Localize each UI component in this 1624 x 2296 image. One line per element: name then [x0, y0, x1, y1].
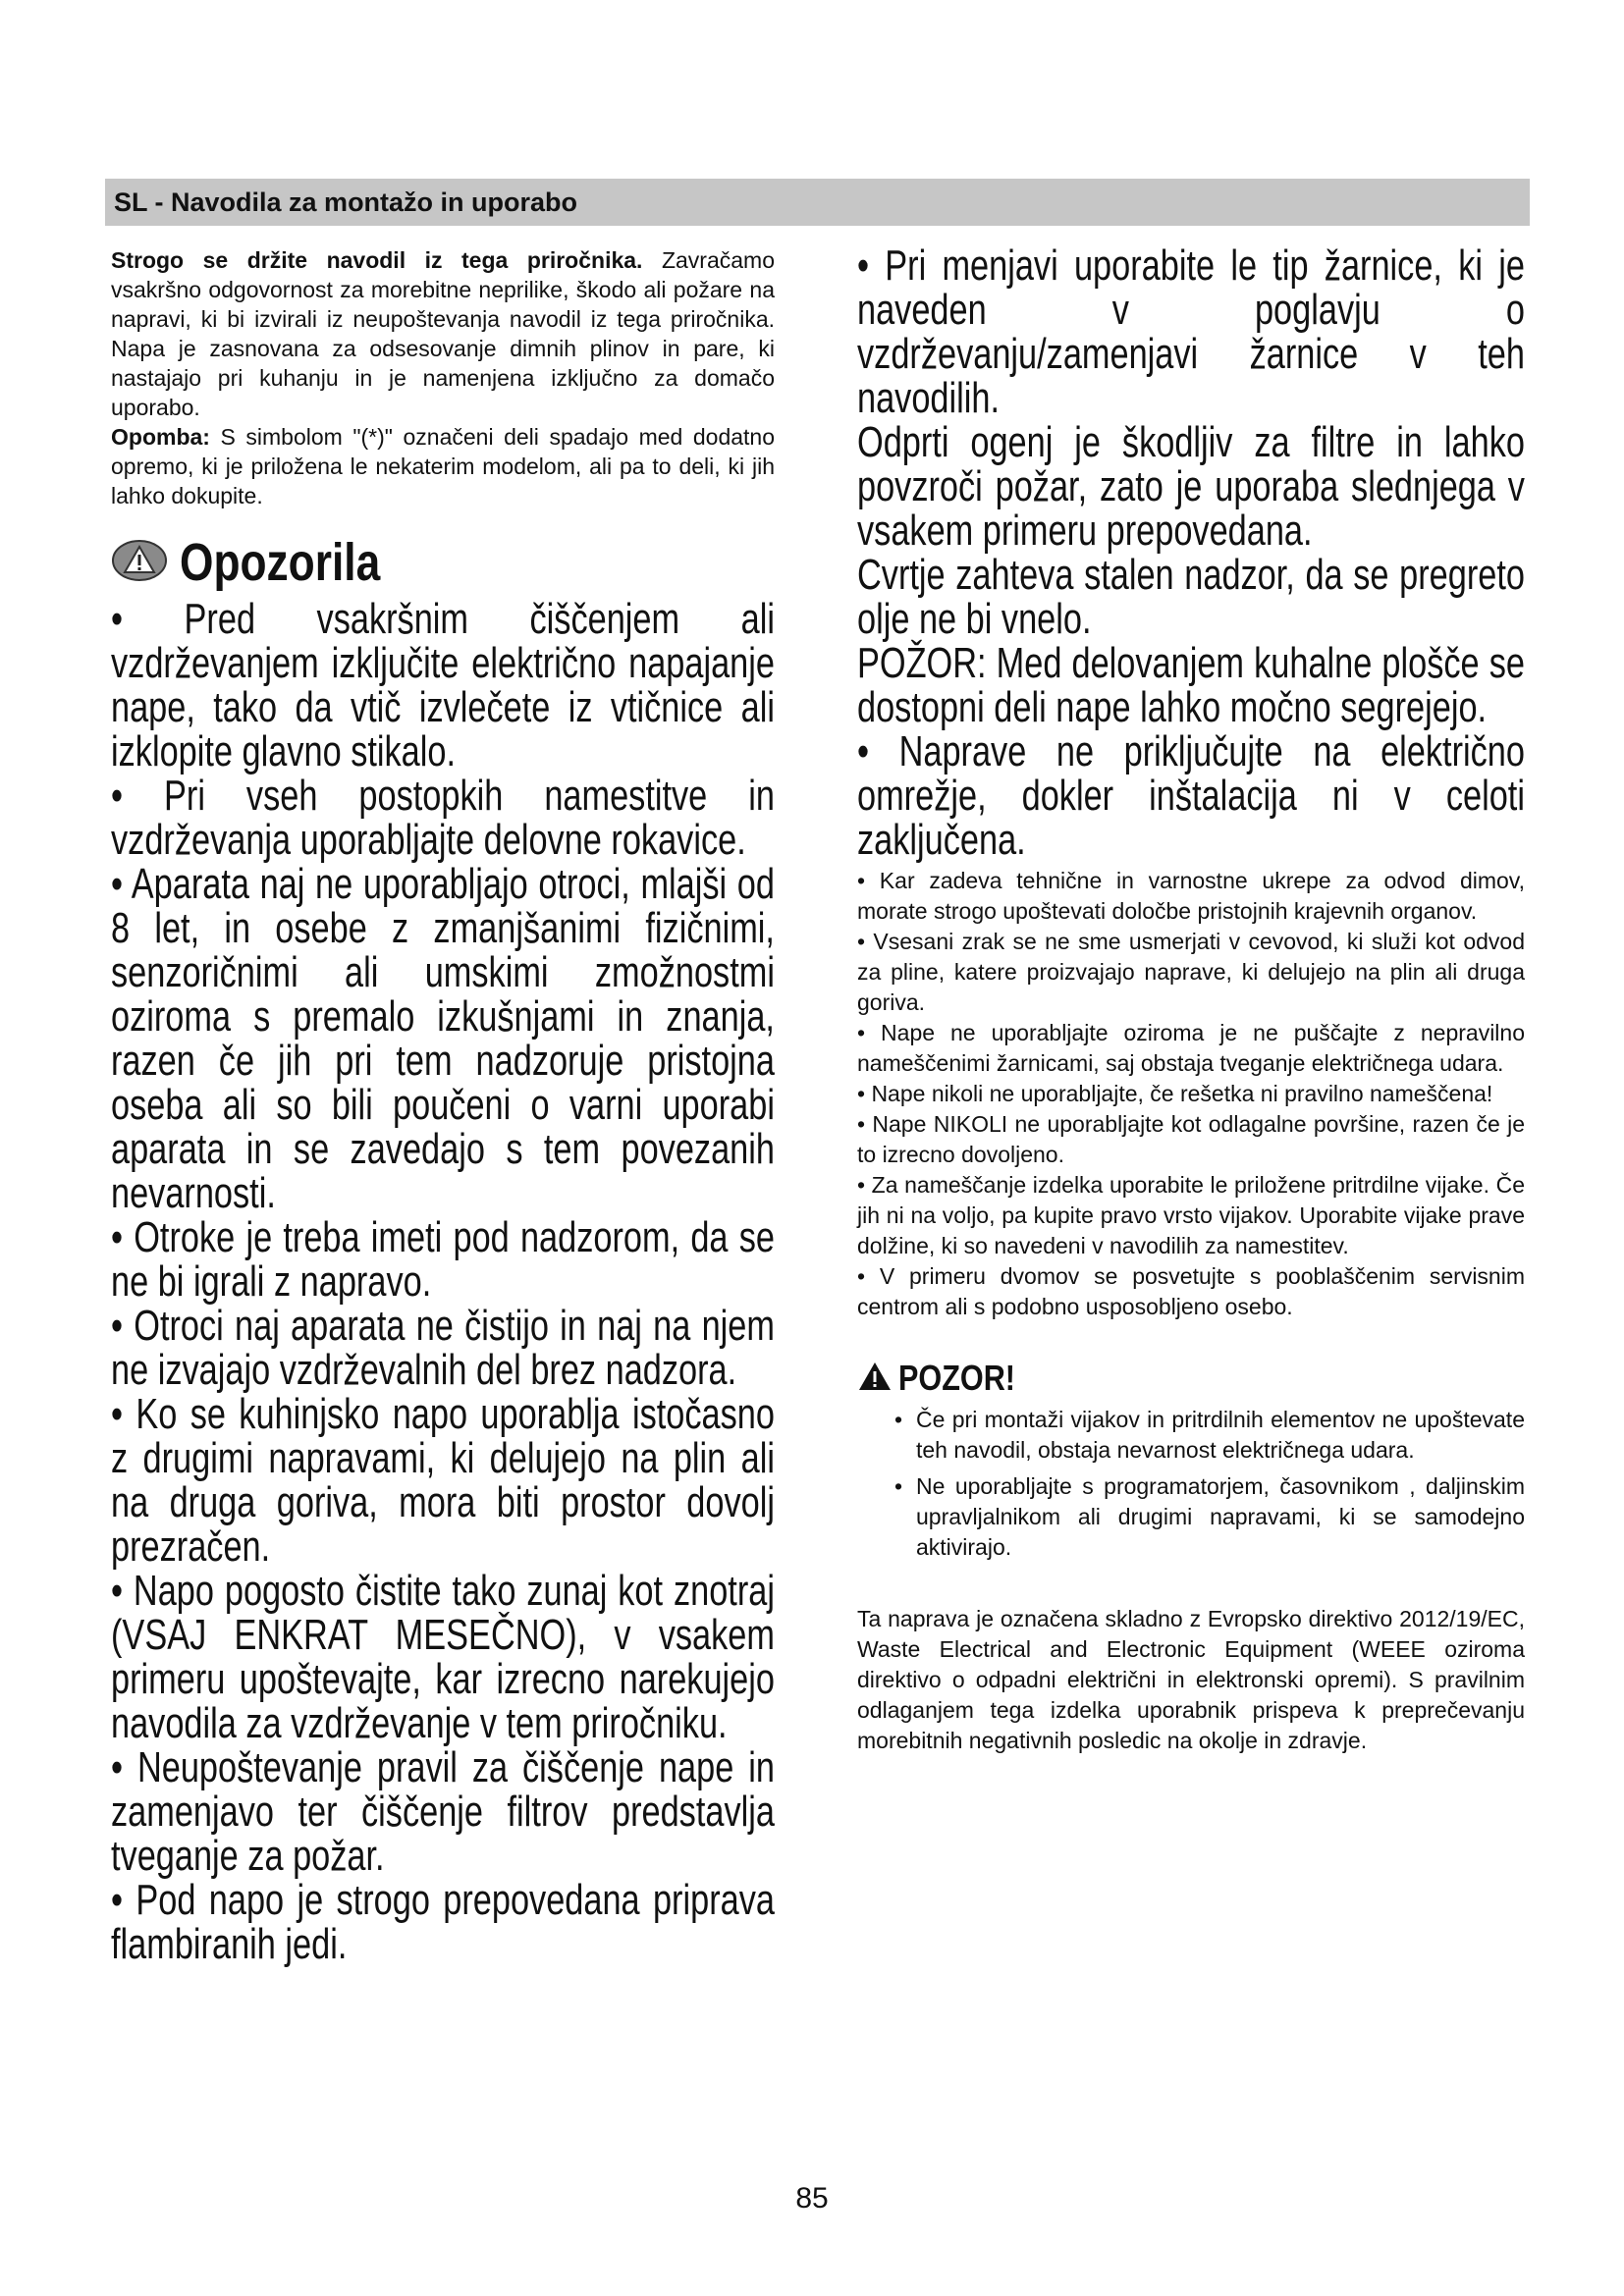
right-large-item: POŽOR: Med delovanjem kuhalne plošče se dostopni deli nape lahko močno segrejejo. — [857, 639, 1525, 731]
page-number: 85 — [795, 2182, 829, 2215]
right-small-item: • V primeru dvomov se posvetujte s pooblaščenim servisnim centrom ali s podobno usposobljeno osebo. — [857, 1263, 1525, 1319]
section-header-bar — [105, 179, 1530, 226]
right-small-item: • Nape ne uporabljajte oziroma je ne puščajte z nepravilno nameščenimi žarnicami, saj obstaja tveganje električnega udara. — [857, 1020, 1525, 1076]
caution-list — [857, 1405, 1525, 1563]
warning-item: • Neupoštevanje pravil za čiščenje nape in zamenjavo ter čiščenje filtrov predstavlja tveganje za požar. — [111, 1743, 775, 1880]
warnings-title: Opozorila — [180, 533, 381, 592]
weee-paragraph: Ta naprava je označena skladno z Evropsko direktivo 2012/19/EC, Waste Electrical and Electronic Equipment (WEEE oziroma direktivo o odpadni električni in elektronski opremi). S pravilnim odlaganjem tega izdelka uporabnik prispeva k preprečevanju morebitnih negativnih posledic na okolje in zdravje. — [857, 1606, 1525, 1753]
note-label: Opomba: — [111, 424, 210, 450]
caution-title: POZOR! — [898, 1358, 1015, 1398]
warning-item: • Napo pogosto čistite tako zunaj kot znotraj (VSAJ ENKRAT MESEČNO), v vsakem primeru upoštevajte, kar izrecno narekujejo navodila za vzdrževanje v tem priročniku. — [111, 1567, 775, 1747]
right-small-item: • Za nameščanje izdelka uporabite le priložene pritrdilne vijake. Če jih ni na voljo, pa kupite pravo vrsto vijakov. Uporabite vijake prave dolžine, ki so navedeni v navodilih za namestitev. — [857, 1172, 1525, 1258]
caution-heading — [857, 1358, 1525, 1399]
right-large-item: • Pri menjavi uporabite le tip žarnice, ki je naveden v poglavju o vzdrževanju/zamenjavi žarnice v teh navodilih. — [857, 241, 1525, 422]
note-text: S simbolom "(*)" označeni deli spadajo med dodatno opremo, ki je priložena le nekaterim modelom, ali pa to deli, ki jih lahko dokupite. — [111, 424, 775, 508]
right-small-item: • Nape NIKOLI ne uporabljajte kot odlagalne površine, razen če je to izrecno dovoljeno. — [857, 1111, 1525, 1167]
right-small-item: • Vsesani zrak se ne sme usmerjati v cevovod, ki služi kot odvod za pline, katere proizvajajo naprave, ki delujejo na plin ali druga goriva. — [857, 929, 1525, 1015]
right-small-list — [857, 866, 1525, 1322]
warning-item: • Pri vseh postopkih namestitve in vzdrževanja uporabljajte delovne rokavice. — [111, 772, 775, 864]
warning-item: • Otroci naj aparata ne čistijo in naj na njem ne izvajajo vzdrževalnih del brez nadzora. — [111, 1302, 775, 1394]
warning-triangle-icon — [857, 1361, 893, 1397]
warning-item: • Otroke je treba imeti pod nadzorom, da se ne bi igrali z napravo. — [111, 1213, 775, 1306]
warnings-list — [111, 597, 775, 1966]
right-large-item: Cvrtje zahteva stalen nadzor, da se pregreto olje ne bi vnelo. — [857, 551, 1525, 643]
warning-item: • Pred vsakršnim čiščenjem ali vzdrževanjem izključite električno napajanje nape, tako da vtič izvlečete iz vtičnice ali izklopite glavno stikalo. — [111, 595, 775, 775]
warning-circle-icon — [111, 539, 168, 587]
right-large-item: Odprti ogenj je škodljiv za filtre in lahko povzroči požar, zato je uporaba slednjega v vsakem primeru prepovedana. — [857, 418, 1525, 555]
right-small-item: • Nape nikoli ne uporabljajte, če rešetka ni pravilno nameščena! — [857, 1081, 1493, 1106]
left-column — [111, 245, 775, 1966]
caution-item — [894, 1471, 1525, 1563]
warning-item: • Ko se kuhinjsko napo uporablja istočasno z drugimi napravami, ki delujejo na plin ali na druga goriva, mora biti prostor dovolj prezračen. — [111, 1390, 775, 1571]
bullet-icon: • — [894, 1473, 903, 1499]
warning-item: • Pod napo je strogo prepovedana priprava flambiranih jedi. — [111, 1876, 775, 1968]
caution-item — [894, 1405, 1525, 1466]
intro-text: Zavračamo vsakršno odgovornost za morebitne neprilike, škodo ali požare na napravi, ki bi izvirali iz neupoštevanja navodil iz tega priročnika. Napa je zasnovana za odsesovanje dimnih plinov in pare, ki nastajajo pri kuhanju in je namenjena izključno za domačo uporabo. — [111, 247, 775, 420]
intro-paragraph — [111, 245, 775, 422]
section-title: SL - Navodila za montažo in uporabo — [114, 187, 578, 217]
caution-item-text: Če pri montaži vijakov in pritrdilnih elementov ne upoštevate teh navodil, obstaja nevarnost električnega udara. — [916, 1407, 1525, 1463]
right-column — [857, 243, 1525, 1756]
right-large-item: • Naprave ne priključujte na električno omrežje, dokler inštalacija ni v celoti zaključena. — [857, 727, 1525, 864]
note-paragraph — [111, 422, 775, 510]
warning-item: • Aparata naj ne uporabljajo otroci, mlajši od 8 let, in osebe z zmanjšanimi fizičnimi, senzoričnimi ali umskimi zmožnostmi oziroma s premalo izkušnjami in znanja, razen če jih pri tem nadzoruje pristojna oseba ali so bili poučeni o varni uporabi aparata in se zavedajo s tem povezanih nevarnosti. — [111, 860, 775, 1217]
caution-item-text: Ne uporabljajte s programatorjem, časovnikom , daljinskim upravljalnikom ali drugimi napravami, ki se samodejno aktivirajo. — [916, 1473, 1525, 1560]
right-small-item: • Kar zadeva tehnične in varnostne ukrepe za odvod dimov, morate strogo upoštevati določbe pristojnih krajevnih organov. — [857, 868, 1525, 924]
bullet-icon: • — [894, 1407, 903, 1432]
intro-bold-lead: Strogo se držite navodil iz tega priročnika. — [111, 247, 643, 273]
right-large-list — [857, 243, 1525, 862]
warnings-heading — [111, 532, 775, 593]
